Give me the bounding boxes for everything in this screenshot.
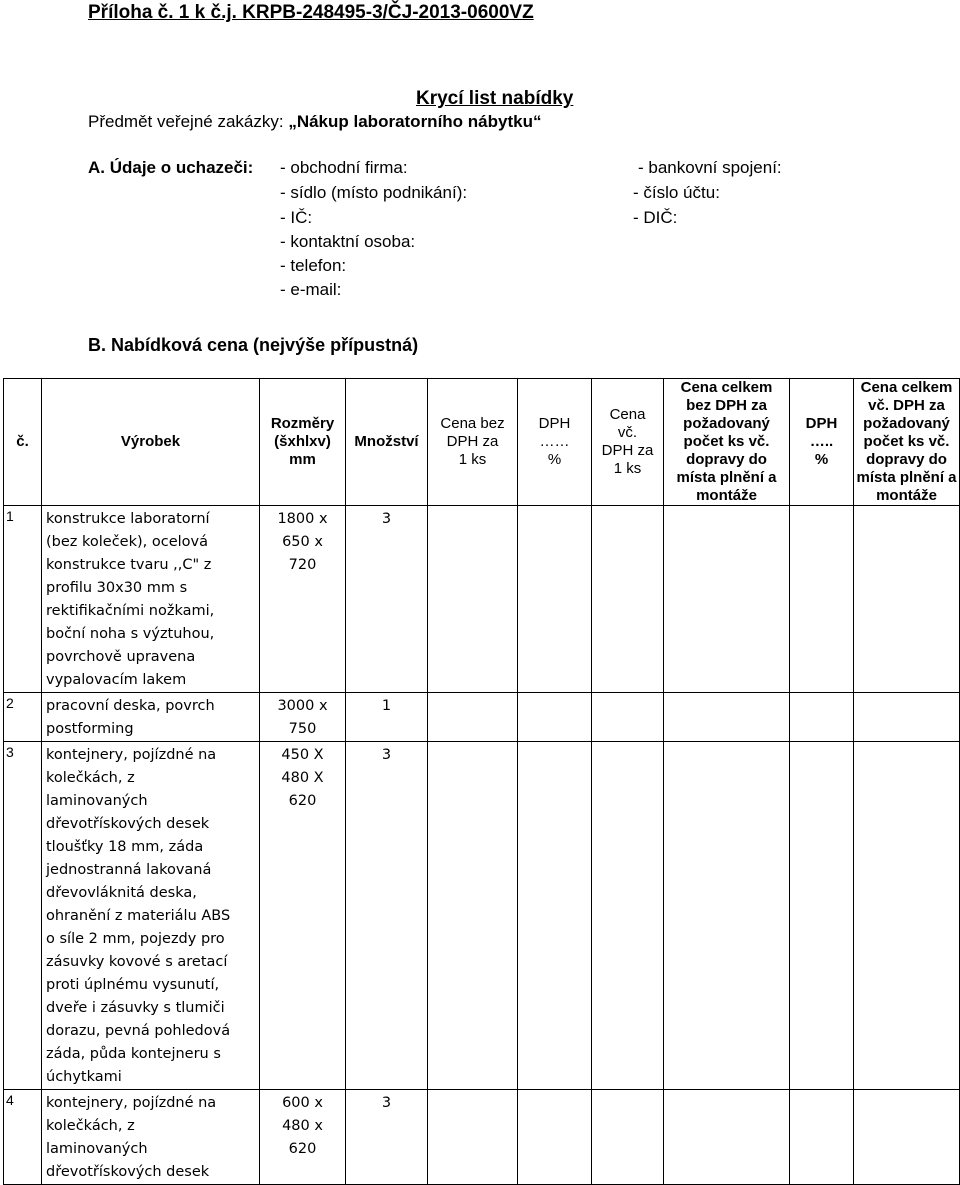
dimension-line: 620 xyxy=(288,1141,317,1157)
section-a-label: A. Údaje o uchazeči: xyxy=(88,158,254,177)
description-line: proti úplnému vysunutí, xyxy=(46,977,220,993)
price-inc-vat-cell[interactable] xyxy=(592,506,664,693)
total-inc-vat-cell[interactable] xyxy=(854,506,960,693)
price-inc-vat-cell[interactable] xyxy=(592,742,664,1090)
row-number: 4 xyxy=(4,1090,42,1185)
row-description xyxy=(42,1090,260,1185)
header-product: Výrobek xyxy=(42,379,260,506)
row-description xyxy=(42,506,260,693)
vat-2-cell[interactable] xyxy=(790,506,854,693)
subject-value: „Nákup laboratorního nábytku“ xyxy=(288,112,542,131)
vat-1-cell[interactable] xyxy=(518,693,592,742)
dimension-line: 480 X xyxy=(281,770,324,786)
row-dimensions xyxy=(260,693,346,742)
total-ex-vat-cell[interactable] xyxy=(664,742,790,1090)
description-line: vypalovacím lakem xyxy=(46,672,187,688)
header-price-ex-vat: Cena bez DPH za 1 ks xyxy=(428,379,518,506)
dimension-line: 3000 x xyxy=(277,698,328,714)
row-dimensions xyxy=(260,742,346,1090)
description-line: ohranění z materiálu ABS xyxy=(46,908,231,924)
description-line: laminovaných xyxy=(46,1141,148,1157)
description-line: zásuvky kovové s aretací xyxy=(46,954,228,970)
description-line: (bez koleček), ocelová xyxy=(46,534,208,550)
dimension-line: 450 X xyxy=(281,747,324,763)
description-line: dřevotřískových desek xyxy=(46,1164,210,1180)
price-ex-vat-cell[interactable] xyxy=(428,1090,518,1185)
dimension-line: 750 xyxy=(288,721,317,737)
description-line: profilu 30x30 mm s xyxy=(46,580,188,596)
field-dic: - DIČ: xyxy=(633,208,678,227)
description-line: jednostranná lakovaná xyxy=(46,862,212,878)
row-number: 2 xyxy=(4,693,42,742)
field-company: - obchodní firma: xyxy=(280,158,408,177)
row-dimensions xyxy=(260,506,346,693)
description-line: dřevovláknitá deska, xyxy=(46,885,197,901)
dimension-line: 480 x xyxy=(282,1118,323,1134)
row-number: 3 xyxy=(4,742,42,1090)
vat-1-cell[interactable] xyxy=(518,1090,592,1185)
description-line: rektifikačními nožkami, xyxy=(46,603,215,619)
field-ico: - IČ: xyxy=(280,208,313,227)
description-line: dorazu, pevná pohledová xyxy=(46,1023,231,1039)
dimension-line: 720 xyxy=(288,557,317,573)
vat-1-cell[interactable] xyxy=(518,506,592,693)
total-inc-vat-cell[interactable] xyxy=(854,693,960,742)
description-line: o síle 2 mm, pojezdy pro xyxy=(46,931,225,947)
header-total-ex-vat: Cena celkem bez DPH za požadovaný počet ks vč. dopravy do místa plnění a montáže xyxy=(664,379,790,506)
description-line: dřevotřískových desek xyxy=(46,816,210,832)
field-address: - sídlo (místo podnikání): xyxy=(280,183,468,202)
dimension-line: 600 x xyxy=(282,1095,323,1111)
header-price-inc-vat: Cena vč. DPH za 1 ks xyxy=(592,379,664,506)
header-num: č. xyxy=(4,379,42,506)
row-quantity: 3 xyxy=(346,1090,428,1185)
row-quantity: 3 xyxy=(346,506,428,693)
row-quantity: 1 xyxy=(346,693,428,742)
table-row xyxy=(4,506,960,693)
header-dims: Rozměry (šxhlxv) mm xyxy=(260,379,346,506)
row-number: 1 xyxy=(4,506,42,693)
total-ex-vat-cell[interactable] xyxy=(664,693,790,742)
description-line: kolečkách, z xyxy=(46,1118,135,1134)
header-vat-2: DPH ….. % xyxy=(790,379,854,506)
price-ex-vat-cell[interactable] xyxy=(428,742,518,1090)
price-ex-vat-cell[interactable] xyxy=(428,693,518,742)
field-bank: - bankovní spojení: xyxy=(638,158,782,177)
dimension-line: 650 x xyxy=(282,534,323,550)
row-description xyxy=(42,693,260,742)
description-line: pracovní deska, povrch xyxy=(46,698,215,714)
vat-2-cell[interactable] xyxy=(790,1090,854,1185)
total-ex-vat-cell[interactable] xyxy=(664,1090,790,1185)
description-line: záda, půda kontejneru s xyxy=(46,1046,221,1062)
table-row xyxy=(4,1090,960,1185)
vat-2-cell[interactable] xyxy=(790,742,854,1090)
table-row xyxy=(4,742,960,1090)
row-quantity: 3 xyxy=(346,742,428,1090)
document-reference: Příloha č. 1 k č.j. KRPB-248495-3/ČJ-2013-0600VZ xyxy=(88,2,534,23)
total-inc-vat-cell[interactable] xyxy=(854,1090,960,1185)
header-vat-1: DPH …… % xyxy=(518,379,592,506)
field-contact: - kontaktní osoba: xyxy=(280,232,416,251)
description-line: konstrukce laboratorní xyxy=(46,511,210,527)
table-row xyxy=(4,693,960,742)
description-line: povrchově upravena xyxy=(46,649,196,665)
price-ex-vat-cell[interactable] xyxy=(428,506,518,693)
header-total-inc-vat: Cena celkem vč. DPH za požadovaný počet ks vč. dopravy do místa plnění a montáže xyxy=(854,379,960,506)
description-line: konstrukce tvaru ,,C" z xyxy=(46,557,212,573)
price-inc-vat-cell[interactable] xyxy=(592,693,664,742)
total-inc-vat-cell[interactable] xyxy=(854,742,960,1090)
description-line: kontejnery, pojízdné na xyxy=(46,747,217,763)
description-line: laminovaných xyxy=(46,793,148,809)
description-line: postforming xyxy=(46,721,134,737)
offer-title: Krycí list nabídky xyxy=(416,88,574,109)
table-header-row xyxy=(4,379,960,506)
field-email: - e-mail: xyxy=(280,280,342,299)
description-line: boční noha s výztuhou, xyxy=(46,626,215,642)
description-line: dveře i zásuvky s tlumiči xyxy=(46,1000,225,1016)
description-line: úchytkami xyxy=(46,1069,122,1085)
row-description xyxy=(42,742,260,1090)
subject-prefix: Předmět veřejné zakázky: xyxy=(88,112,284,131)
vat-1-cell[interactable] xyxy=(518,742,592,1090)
dimension-line: 620 xyxy=(288,793,317,809)
description-line: kontejnery, pojízdné na xyxy=(46,1095,217,1111)
vat-2-cell[interactable] xyxy=(790,693,854,742)
description-line: tloušťky 18 mm, záda xyxy=(46,839,204,855)
subject-line xyxy=(88,112,541,132)
field-account: - číslo účtu: xyxy=(633,183,720,202)
offer-table xyxy=(3,378,960,1185)
price-inc-vat-cell[interactable] xyxy=(592,1090,664,1185)
description-line: kolečkách, z xyxy=(46,770,135,786)
total-ex-vat-cell[interactable] xyxy=(664,506,790,693)
row-dimensions xyxy=(260,1090,346,1185)
dimension-line: 1800 x xyxy=(277,511,328,527)
field-phone: - telefon: xyxy=(280,256,347,275)
section-b-label: B. Nabídková cena (nejvýše přípustná) xyxy=(88,335,419,355)
header-qty: Množství xyxy=(346,379,428,506)
